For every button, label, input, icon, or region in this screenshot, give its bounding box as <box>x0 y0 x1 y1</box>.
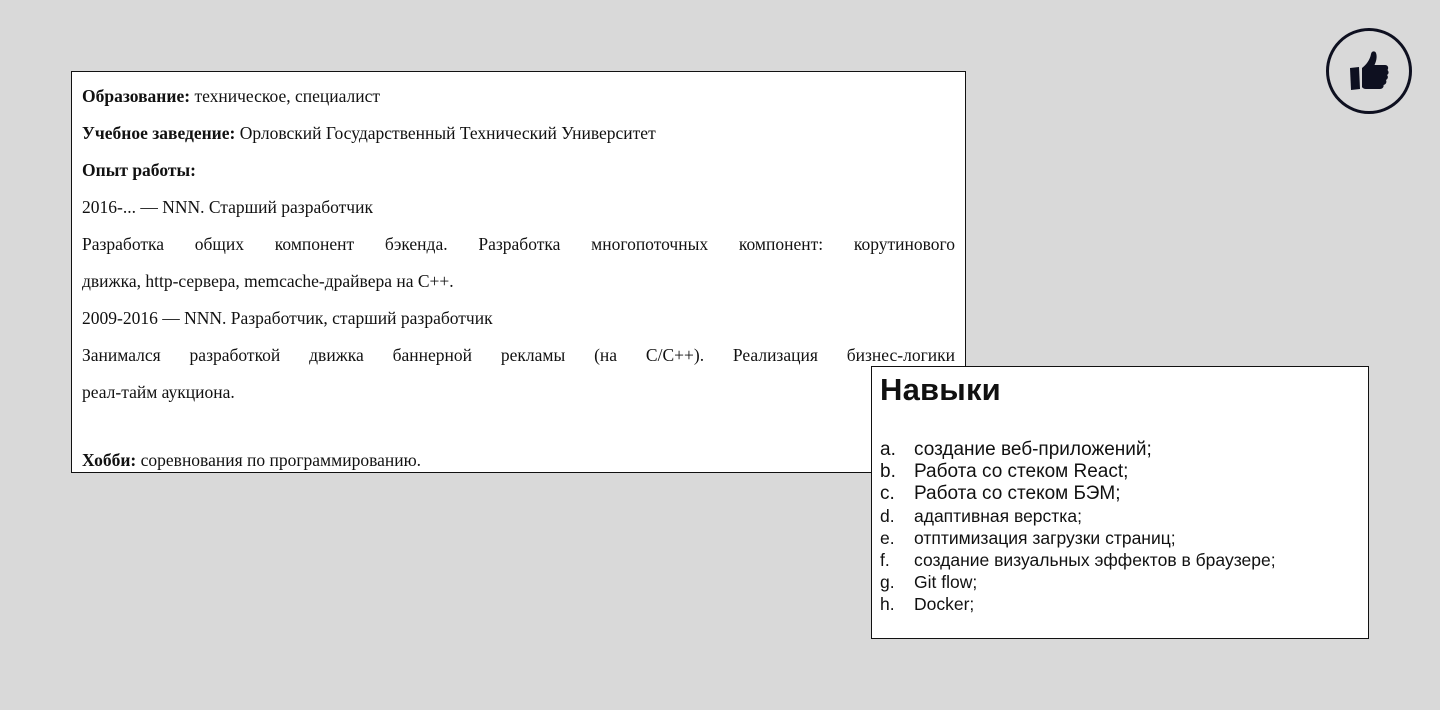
list-item <box>880 461 1360 483</box>
hobby-line <box>82 442 955 479</box>
skill-text: создание визуальных эффектов в браузере; <box>914 550 1276 570</box>
job-description: движка, http-сервера, memcache-драйвера на C++. <box>82 271 454 291</box>
job-description: Занимался разработкой движка баннерной рекламы (на C/C++). Реализация бизнес-логики <box>82 345 955 365</box>
list-item <box>880 549 1360 571</box>
skill-text: Работа со стеком БЭМ; <box>914 483 1121 504</box>
hobby-value: соревнования по программированию. <box>136 450 422 470</box>
skills-title: Навыки <box>880 372 1001 407</box>
like-badge[interactable] <box>1326 28 1412 114</box>
skill-text: Работа со стеком React; <box>914 461 1129 482</box>
education-label: Образование: <box>82 86 191 106</box>
skills-list <box>880 439 1360 615</box>
list-item <box>880 593 1360 615</box>
job-description: Разработка общих компонент бэкенда. Разработка многопоточных компонент: корутинового <box>82 234 955 254</box>
experience-label: Опыт работы: <box>82 160 196 180</box>
list-item <box>880 439 1360 461</box>
list-marker: f. <box>880 550 890 570</box>
list-item <box>880 483 1360 505</box>
education-line <box>82 78 955 115</box>
list-marker: e. <box>880 528 895 548</box>
institution-line <box>82 115 955 152</box>
skill-text: отптимизация загрузки страниц; <box>914 528 1176 548</box>
list-item <box>880 505 1360 527</box>
list-marker: d. <box>880 506 895 526</box>
skill-text: адаптивная верстка; <box>914 506 1082 526</box>
skill-text: Docker; <box>914 594 975 614</box>
list-item <box>880 571 1360 593</box>
skill-text: создание веб-приложений; <box>914 439 1152 460</box>
job-description: реал-тайм аукциона. <box>82 382 235 402</box>
institution-value: Орловский Государственный Технический Университет <box>235 123 656 143</box>
list-marker: b. <box>880 461 896 482</box>
institution-label: Учебное заведение: <box>82 123 236 143</box>
list-item <box>880 527 1360 549</box>
list-marker: h. <box>880 594 895 614</box>
list-marker: a. <box>880 439 896 460</box>
skills-panel <box>871 366 1369 639</box>
hobby-label: Хобби: <box>82 450 137 470</box>
skill-text: Git flow; <box>914 572 978 592</box>
thumbs-up-icon <box>1346 48 1392 94</box>
job-title: 2009-2016 — NNN. Разработчик, старший разработчик <box>82 308 493 328</box>
list-marker: c. <box>880 483 895 504</box>
experience-heading <box>82 152 955 189</box>
resume-excerpt <box>71 71 966 473</box>
job-title: 2016-... — NNN. Старший разработчик <box>82 197 373 217</box>
education-value: техническое, специалист <box>190 86 381 106</box>
list-marker: g. <box>880 572 895 592</box>
